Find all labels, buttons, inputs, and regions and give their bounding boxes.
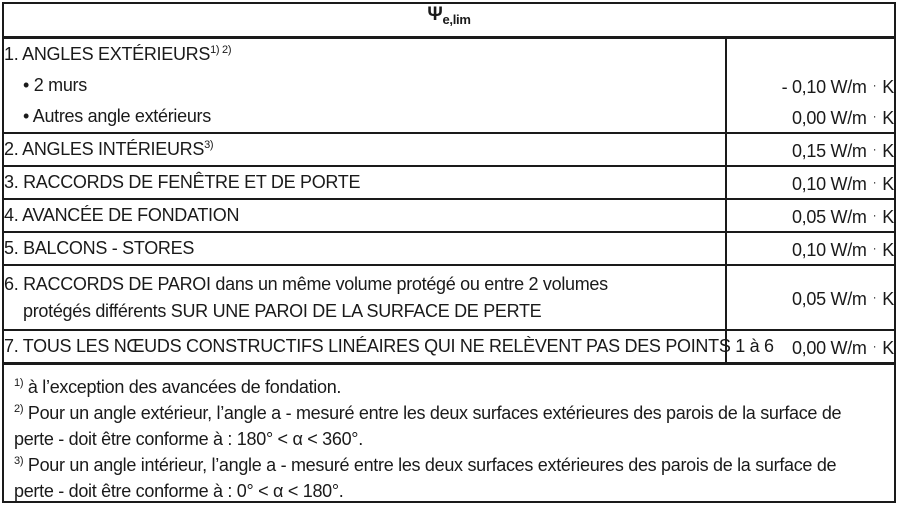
header-subscript: e,lim <box>442 12 471 27</box>
footnote-2-text-line-2: perte - doit être conforme à : 180° < α < 360°. <box>14 429 363 449</box>
header-symbol: Ψ <box>427 4 443 25</box>
footnote-1-text: à l’exception des avancées de fondation. <box>27 377 342 397</box>
row-7-label: 7. TOUS LES NŒUDS CONSTRUCTIFS LINÉAIRES QUI NE RELÈVENT PAS DES POINTS 1 à 6 <box>4 336 774 356</box>
row-1-footnote-ref: 1) 2) <box>210 44 232 56</box>
row-6-label-line-2: protégés différents SUR UNE PAROI DE LA SURFACE DE PERTE <box>23 301 542 321</box>
row-5-label: 5. BALCONS - STORES <box>4 238 195 258</box>
row-2-label: 2. ANGLES INTÉRIEURS <box>4 139 205 159</box>
row-1-sub-item-2-label: Autres angle extérieurs <box>32 106 211 126</box>
table-header-row <box>4 4 894 38</box>
row-1-sub-item-2-value: 0,00 W/m · K <box>791 108 895 128</box>
row-4-value: 0,05 W/m · K <box>791 207 895 227</box>
row-1-title <box>4 39 725 70</box>
multiply-dot-icon: · <box>872 339 877 353</box>
row-3-label: 3. RACCORDS DE FENÊTRE ET DE PORTE <box>4 172 361 192</box>
multiply-dot-icon: · <box>872 142 877 156</box>
multiply-dot-icon: · <box>872 241 877 255</box>
psi-limits-table <box>4 4 894 362</box>
footnote-2-text-line-1: Pour un angle extérieur, l’angle a - mesuré entre les deux surfaces extérieures des parois de la surface de <box>27 403 842 423</box>
table-row-2 <box>4 133 894 166</box>
row-1-sub-item-1-value: - 0,10 W/m · K <box>781 77 895 97</box>
footnote-3-marker: 3) <box>14 455 24 467</box>
row-5-value: 0,10 W/m · K <box>791 240 895 260</box>
footnote-3-text-line-2: perte - doit être conforme à : 0° < α < 180°. <box>14 481 344 501</box>
multiply-dot-icon: · <box>872 109 877 123</box>
row-6-label-line-1: 6. RACCORDS DE PAROI dans un même volume protégé ou entre 2 volumes <box>4 274 608 294</box>
row-1-value-cell <box>726 38 894 134</box>
psi-table-frame <box>2 2 896 503</box>
table-row-1 <box>4 38 894 134</box>
multiply-dot-icon: · <box>872 290 877 304</box>
footnote-2-marker: 2) <box>14 403 24 415</box>
bullet-icon: • <box>23 75 30 95</box>
multiply-dot-icon: · <box>872 208 877 222</box>
table-header <box>4 4 894 38</box>
footnote-3 <box>14 452 894 504</box>
multiply-dot-icon: · <box>872 175 877 189</box>
footnotes <box>4 362 894 504</box>
multiply-dot-icon: · <box>872 78 877 92</box>
table-row-5 <box>4 232 894 265</box>
footnote-1-marker: 1) <box>14 377 24 389</box>
footnote-1 <box>14 374 894 400</box>
row-1-sub-item-2 <box>4 101 725 132</box>
bullet-icon: • <box>23 106 30 126</box>
row-3-value: 0,10 W/m · K <box>791 174 895 194</box>
table-row-3 <box>4 166 894 199</box>
table-row-4 <box>4 199 894 232</box>
table-row-7 <box>4 330 894 362</box>
row-2-value: 0,15 W/m · K <box>791 141 895 161</box>
row-1-sub-item-1-label: 2 murs <box>33 75 87 95</box>
footnote-3-text-line-1: Pour un angle intérieur, l’angle a - mesuré entre les deux surfaces extérieures des parois de la surface de <box>27 455 837 475</box>
row-1-sub-item-1 <box>4 70 725 101</box>
row-1-label: 1. ANGLES EXTÉRIEURS <box>4 44 211 64</box>
row-7-value: 0,00 W/m · K <box>791 338 895 358</box>
row-1-label-cell <box>4 38 726 134</box>
table-row-6 <box>4 265 894 330</box>
row-6-value: 0,05 W/m · K <box>791 289 895 309</box>
footnote-2 <box>14 400 894 452</box>
row-2-footnote-ref: 3) <box>204 139 214 151</box>
row-4-label: 4. AVANCÉE DE FONDATION <box>4 205 240 225</box>
